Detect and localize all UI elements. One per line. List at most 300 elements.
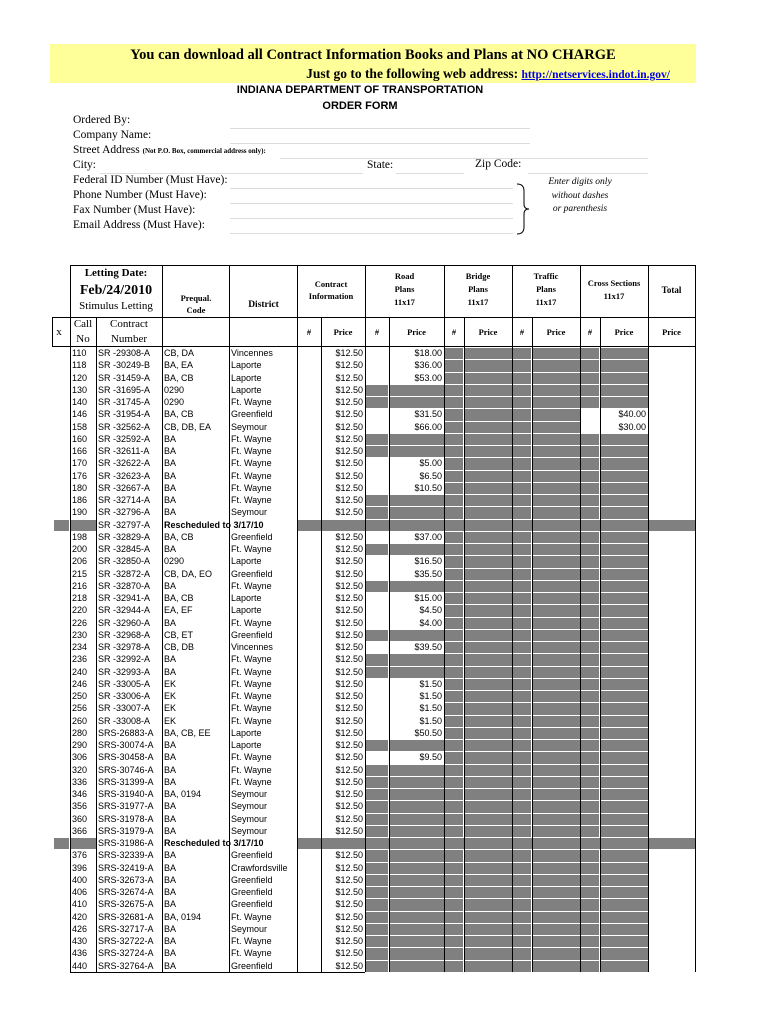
call-number: 346 [72, 789, 88, 799]
contract-info-price: $12.50 [335, 360, 363, 371]
call-number: 190 [72, 507, 88, 518]
bridge-plans-price [464, 702, 510, 714]
contract-info-price: $12.50 [335, 556, 363, 567]
contract-info-price: $12.50 [335, 372, 363, 383]
bridge-plans-price [464, 457, 510, 469]
unavailable-shade [445, 654, 463, 665]
rescheduled-note: Rescheduled to 3/17/10 [164, 519, 264, 530]
prequal-code: 0290 [164, 556, 185, 567]
bridge-plans-price [464, 494, 510, 506]
traffic-price-label: Price [546, 327, 566, 337]
contract-number: SR -32845-A [98, 544, 151, 554]
traffic-plans-price [532, 911, 578, 923]
prequal-code: BA [164, 825, 177, 836]
road-plans-price: $1.50 [419, 678, 442, 689]
unavailable-shade [513, 458, 531, 469]
unavailable-shade [513, 936, 531, 947]
contract-info-price: $12.50 [335, 936, 363, 946]
contract-number-label-1: Contract [110, 318, 148, 330]
contract-number: SR -32960-A [98, 617, 151, 628]
agency-title: INDIANA DEPARTMENT OF TRANSPORTATION [236, 84, 484, 96]
bridge-plans-price [464, 911, 510, 923]
traffic-plans-price [532, 372, 578, 384]
company-name-field[interactable] [230, 143, 530, 144]
contract-number: SR -32992-A [98, 654, 151, 665]
contract-info-price: $12.50 [335, 678, 363, 689]
prequal-code: BA [164, 580, 177, 591]
unavailable-shade [513, 495, 531, 506]
unavailable-shade [445, 385, 463, 396]
prequal-code: BA [164, 801, 177, 812]
call-number: 206 [72, 556, 88, 567]
call-number: 376 [72, 850, 88, 861]
traffic-plans-price [532, 849, 578, 861]
state-field[interactable] [396, 173, 464, 174]
unavailable-shade [366, 924, 388, 935]
contract-info-price: $12.50 [335, 801, 363, 812]
cross-sections-price [600, 580, 646, 592]
digits-note-2: without dashes [551, 191, 609, 201]
prequal-code: BA, CB [164, 593, 194, 603]
traffic-plans-price [532, 715, 578, 727]
bridge-plans-price [464, 800, 510, 812]
unavailable-shade [513, 777, 531, 788]
column-divider [229, 265, 230, 972]
road-plans-price [389, 653, 442, 665]
unavailable-shade [445, 495, 463, 506]
cross-sections-price [600, 862, 646, 874]
call-number: 230 [72, 629, 88, 640]
contract-number: SRS-32675-A [98, 899, 154, 910]
prequal-code: BA [164, 862, 177, 873]
road-plans-price [389, 849, 442, 861]
road-plans-price [389, 911, 442, 923]
bridge-plans-price [464, 568, 510, 580]
contract-number: SRS-32681-A [98, 911, 154, 922]
federal-id-field[interactable] [230, 188, 513, 189]
road-num-label: # [374, 327, 380, 337]
unavailable-shade [513, 912, 531, 923]
contract-number-label-2: Number [110, 333, 148, 345]
unavailable-shade [513, 605, 531, 616]
call-number: 218 [72, 593, 88, 603]
road-plans-label-1: Road [394, 271, 415, 281]
unavailable-shade [366, 863, 388, 874]
traffic-plans-label-2: Plans [536, 284, 556, 294]
unavailable-shade [513, 703, 531, 714]
bridge-plans-price [464, 543, 510, 555]
contract-info-price-label: Price [333, 327, 353, 337]
traffic-plans-price [532, 862, 578, 874]
bridge-plans-label-2: Plans [468, 284, 488, 294]
phone-field[interactable] [230, 203, 513, 204]
road-plans-price: $50.50 [414, 727, 442, 738]
unavailable-shade [445, 409, 463, 420]
traffic-plans-price [532, 470, 578, 482]
call-number: 160 [72, 433, 88, 444]
contract-info-price: $12.50 [335, 825, 363, 836]
netservices-link[interactable]: http://netservices.indot.in.gov/ [521, 69, 670, 81]
unavailable-shade [445, 875, 463, 886]
unavailable-shade [445, 679, 463, 690]
federal-id-label: Federal ID Number (Must Have): [73, 174, 228, 186]
cross-sections-price [600, 935, 646, 947]
prequal-code: EK [164, 703, 177, 714]
unavailable-shade [581, 850, 599, 861]
unavailable-shade [445, 948, 463, 959]
x-box-left [52, 317, 53, 346]
unavailable-shade [366, 912, 388, 923]
contract-info-price: $12.50 [335, 544, 363, 554]
district: Laporte [231, 727, 262, 738]
bridge-plans-label-3: 11x17 [467, 297, 489, 307]
unavailable-shade [581, 593, 599, 604]
road-plans-price: $10.50 [414, 482, 442, 493]
prequal-code: BA [164, 482, 177, 493]
sub-column-divider [321, 317, 322, 972]
district: Greenfield [231, 409, 273, 420]
road-plans-price: $5.00 [419, 458, 442, 469]
prequal-code: BA, CB [164, 409, 194, 420]
traffic-plans-price [532, 519, 578, 531]
unavailable-shade [366, 520, 388, 531]
traffic-plans-price [532, 923, 578, 935]
call-number: 406 [72, 887, 88, 897]
call-number: 400 [72, 874, 88, 885]
call-number: 118 [72, 360, 87, 371]
contract-info-price: $12.50 [335, 348, 363, 358]
contract-info-price: $12.50 [335, 568, 363, 579]
cross-sections-price [600, 494, 646, 506]
ordered-by-field[interactable] [230, 128, 530, 129]
bridge-plans-price [464, 874, 510, 886]
road-plans-price [389, 813, 442, 825]
letting-date-value[interactable]: Feb/24/2010 [79, 283, 153, 298]
ordered-by-label: Ordered By: [73, 114, 131, 126]
road-plans-price [389, 629, 442, 641]
contract-info-price: $12.50 [335, 789, 363, 799]
unavailable-shade [366, 814, 388, 825]
unavailable-shade [445, 373, 463, 384]
contract-number: SR -32993-A [98, 666, 151, 677]
unavailable-shade [513, 716, 531, 727]
traffic-plans-price [532, 396, 578, 408]
unavailable-shade [445, 924, 463, 935]
unavailable-shade [581, 679, 599, 690]
road-plans-price: $37.00 [414, 531, 442, 542]
banner-subline [50, 66, 670, 82]
prequal-code: CB, DA, EO [164, 568, 213, 579]
prequal-code: BA, CB [164, 372, 194, 383]
call-number: 430 [72, 936, 88, 946]
unavailable-shade [445, 556, 463, 567]
unavailable-shade [513, 961, 531, 972]
contract-info-price: $12.50 [335, 593, 363, 603]
unavailable-shade [513, 789, 531, 800]
table-bottom-border [70, 972, 365, 973]
district: Seymour [231, 507, 268, 518]
cross-sections-price [600, 849, 646, 861]
traffic-plans-price [532, 445, 578, 457]
traffic-plans-price [532, 408, 578, 420]
traffic-plans-price [532, 813, 578, 825]
phone-label: Phone Number (Must Have): [73, 189, 207, 201]
traffic-plans-price [532, 629, 578, 641]
district: Laporte [231, 593, 262, 603]
contract-info-label-2: Information [308, 291, 354, 301]
contract-number: SR -32872-A [98, 568, 151, 579]
call-number: 226 [72, 617, 88, 628]
district: Ft. Wayne [231, 482, 272, 493]
contract-number: SR -31695-A [98, 384, 151, 395]
zip-code-field[interactable] [528, 173, 648, 174]
district: Laporte [231, 556, 262, 567]
unavailable-shade [513, 397, 531, 408]
cross-sections-price [600, 727, 646, 739]
digits-note-1: Enter digits only [548, 177, 612, 187]
road-plans-price [389, 666, 442, 678]
district: Greenfield [231, 850, 273, 861]
cross-num-label: # [587, 327, 593, 337]
call-number: 236 [72, 654, 88, 665]
cross-sections-price [600, 519, 646, 531]
call-number: 436 [72, 948, 88, 959]
unavailable-shade [513, 556, 531, 567]
unavailable-shade [581, 667, 599, 678]
cross-sections-price [600, 592, 646, 604]
contract-info-price: $12.50 [335, 752, 363, 763]
unavailable-shade [445, 642, 463, 653]
traffic-plans-price [532, 751, 578, 763]
contract-number: SR -32562-A [98, 421, 151, 432]
call-number: 410 [72, 899, 88, 910]
prequal-code: EA, EF [164, 605, 193, 616]
contract-number: SRS-32674-A [98, 887, 154, 897]
unavailable-shade [366, 887, 388, 898]
unavailable-shade [581, 936, 599, 947]
prequal-code: BA [164, 813, 177, 824]
district: Ft. Wayne [231, 911, 272, 922]
district: Ft. Wayne [231, 678, 272, 689]
road-plans-price [389, 396, 442, 408]
cross-sections-price [600, 470, 646, 482]
unavailable-shade [581, 520, 599, 531]
district: Vincennes [231, 642, 273, 652]
unavailable-shade [513, 838, 531, 849]
road-plans-price [389, 764, 442, 776]
prequal-code: 0290 [164, 384, 185, 395]
traffic-plans-price [532, 641, 578, 653]
unavailable-shade [513, 520, 531, 531]
prequal-code: BA [164, 470, 177, 481]
road-plans-price: $66.00 [414, 421, 442, 432]
unavailable-shade [581, 569, 599, 580]
call-number: 166 [72, 446, 88, 456]
unavailable-shade [366, 385, 388, 396]
unavailable-shade [445, 899, 463, 910]
contract-info-price: $12.50 [335, 384, 363, 395]
prequal-code: BA [164, 666, 177, 677]
rescheduled-note: Rescheduled to 3/17/10 [164, 838, 264, 848]
company-name-label: Company Name: [73, 129, 152, 141]
prequal-code: BA, 0194 [164, 789, 202, 799]
cross-sections-price [600, 911, 646, 923]
unavailable-shade [513, 752, 531, 763]
contract-info-price: $12.50 [335, 446, 363, 456]
bridge-num-label: # [451, 327, 457, 337]
contract-info-price: $12.50 [335, 642, 363, 652]
prequal-code: BA [164, 923, 177, 934]
contract-number: SRS-32722-A [98, 936, 154, 946]
bridge-plans-price [464, 384, 510, 396]
unavailable-shade [581, 434, 599, 445]
road-plans-price [389, 874, 442, 886]
unavailable-shade [513, 360, 531, 371]
traffic-plans-price [532, 898, 578, 910]
district: Seymour [231, 789, 268, 799]
road-plans-price: $53.00 [414, 372, 442, 383]
contract-info-price: $12.50 [335, 960, 363, 971]
district: Ft. Wayne [231, 703, 272, 714]
road-plans-price [389, 862, 442, 874]
traffic-plans-price [532, 592, 578, 604]
unavailable-shade [445, 936, 463, 947]
contract-number: SRS-31940-A [98, 789, 154, 799]
cross-price-label: Price [614, 327, 634, 337]
district: Greenfield [231, 531, 273, 542]
unavailable-shade [366, 948, 388, 959]
call-number: 170 [72, 458, 88, 469]
contract-number: SR -29308-A [98, 348, 151, 358]
contract-info-price: $12.50 [335, 850, 363, 861]
cross-sections-price [600, 837, 646, 849]
traffic-plans-price [532, 531, 578, 543]
column-divider [580, 265, 581, 972]
traffic-plans-price [532, 702, 578, 714]
traffic-plans-price [532, 347, 578, 359]
cross-sections-price [600, 555, 646, 567]
cross-sections-price [600, 739, 646, 751]
column-divider [365, 265, 366, 972]
bridge-plans-price [464, 421, 510, 433]
call-number: 120 [72, 372, 88, 383]
contract-number: SRS-30458-A [98, 752, 154, 763]
contract-number: SR -33008-A [98, 715, 151, 726]
unavailable-shade [513, 667, 531, 678]
bridge-plans-price [464, 347, 510, 359]
traffic-plans-price [532, 384, 578, 396]
call-number: 356 [72, 801, 88, 812]
unavailable-shade [581, 961, 599, 972]
road-plans-price: $18.00 [414, 348, 442, 358]
road-plans-price [389, 886, 442, 898]
unavailable-shade [513, 899, 531, 910]
contract-number: SR -32611-A [98, 446, 150, 456]
header-bottom-border [70, 346, 695, 347]
call-no-label-2: No [76, 333, 90, 345]
unavailable-shade [445, 348, 463, 359]
contract-info-price: $12.50 [335, 409, 363, 420]
prequal-code: BA [164, 752, 177, 763]
road-plans-price [389, 580, 442, 592]
rescheduled-shade [54, 838, 69, 849]
contract-info-price: $12.50 [335, 507, 363, 518]
contract-number: SRS-32419-A [98, 862, 154, 873]
sub-column-divider [600, 317, 601, 972]
sub-column-divider [532, 317, 533, 972]
unavailable-shade [366, 397, 388, 408]
contract-number: SR -32944-A [98, 605, 151, 616]
unavailable-shade [445, 593, 463, 604]
unavailable-shade [581, 875, 599, 886]
call-number: 306 [72, 752, 88, 763]
contract-info-price: $12.50 [335, 433, 363, 444]
contract-number: SR -32870-A [98, 580, 151, 591]
prequal-code: CB, DA [164, 348, 195, 358]
traffic-plans-price [532, 788, 578, 800]
unavailable-shade [581, 765, 599, 776]
cross-sections-price [600, 825, 646, 837]
contract-number: SRS-30074-A [98, 740, 154, 750]
sub-column-divider [464, 317, 465, 972]
bridge-plans-price [464, 898, 510, 910]
fax-field[interactable] [230, 218, 513, 219]
street-address-field[interactable] [280, 158, 648, 159]
unavailable-shade [445, 507, 463, 518]
letting-date-label: Letting Date: [84, 267, 148, 279]
unavailable-shade [445, 814, 463, 825]
email-field[interactable] [230, 233, 513, 234]
contract-number: SR -30249-B [98, 360, 151, 371]
call-no-label-1: Call [73, 318, 93, 330]
road-plans-price: $31.50 [414, 409, 442, 420]
road-plans-price [389, 543, 442, 555]
unavailable-shade [445, 483, 463, 494]
contract-info-price: $12.50 [335, 911, 363, 922]
banner-headline: You can download all Contract Information Books and Plans at NO CHARGE [130, 47, 616, 63]
contract-info-price [321, 837, 363, 849]
road-plans-price: $1.50 [419, 715, 442, 726]
contract-info-price: $12.50 [335, 923, 363, 934]
traffic-plans-label-3: 11x17 [535, 297, 557, 307]
contract-number: SRS-31399-A [98, 776, 154, 787]
column-divider [96, 317, 97, 972]
district: Laporte [231, 384, 262, 395]
bridge-plans-price [464, 580, 510, 592]
district: Ft. Wayne [231, 446, 272, 456]
road-plans-price [389, 960, 442, 972]
unavailable-shade [445, 544, 463, 555]
traffic-plans-price [532, 825, 578, 837]
road-plans-price: $36.00 [414, 360, 442, 371]
contract-number: SR -32714-A [98, 495, 151, 505]
unavailable-shade [366, 495, 388, 506]
prequal-code: BA, EA [164, 360, 194, 371]
bridge-plans-price [464, 935, 510, 947]
traffic-plans-price [532, 837, 578, 849]
column-divider [96, 317, 97, 346]
traffic-plans-price [532, 960, 578, 972]
unavailable-shade [513, 948, 531, 959]
unavailable-shade [581, 446, 599, 457]
district: Ft. Wayne [231, 654, 272, 665]
call-number: 200 [72, 544, 88, 554]
contract-number: SRS-31977-A [98, 801, 154, 812]
cross-sections-price [600, 384, 646, 396]
contract-number: SR -33007-A [98, 703, 151, 714]
cross-sections-price [600, 396, 646, 408]
district: Seymour [231, 813, 268, 824]
